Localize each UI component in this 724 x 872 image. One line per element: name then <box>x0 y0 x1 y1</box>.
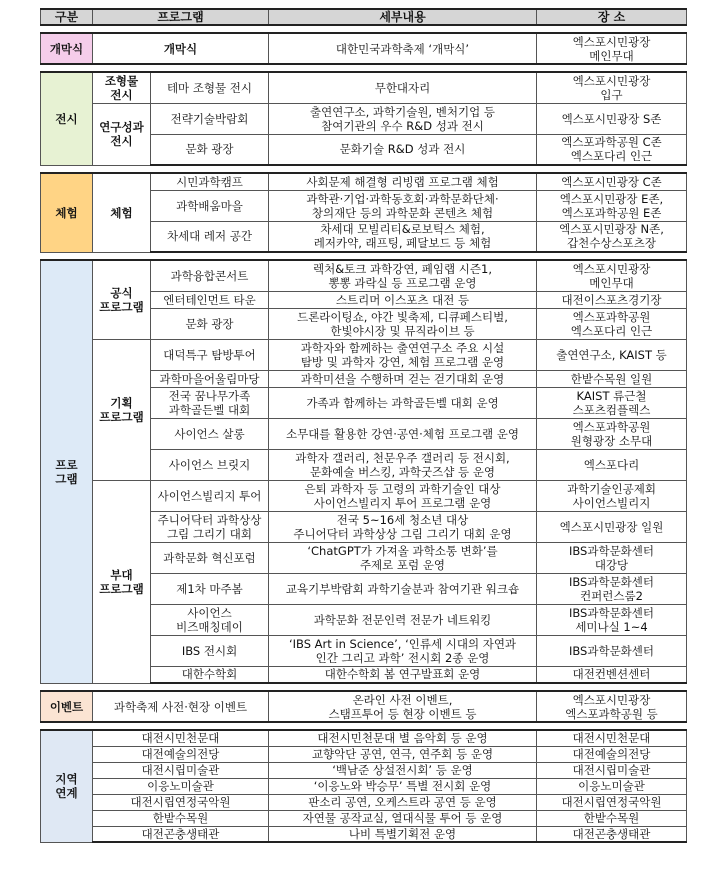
detail-cell: 출연연구소, 과학기술원, 벤처기업 등 참여기관의 우수 R&D 성과 전시 <box>269 103 537 134</box>
program-name: IBS 전시회 <box>151 635 269 666</box>
detail-cell: 사회문제 해결형 리빙랩 프로그램 체험 <box>269 173 537 190</box>
program-name: 시민과학캠프 <box>151 173 269 190</box>
detail-cell: 과학관·기업·과학동호회·과학문화단체· 창의재단 등의 과학문화 콘텐츠 체험 <box>269 190 537 221</box>
program-name: 대덕특구 탐방투어 <box>151 339 269 370</box>
place-cell: 엑스포시민광장 엑스포과학공원 등 <box>537 691 687 722</box>
table-row <box>41 691 687 722</box>
table-row <box>41 762 687 778</box>
subcategory-official: 공식 프로그램 <box>93 260 151 339</box>
table-row <box>41 730 687 746</box>
program-name: 문화 광장 <box>151 134 269 165</box>
place-cell: 엑스포과학공원 C존 엑스포다리 인근 <box>537 134 687 165</box>
detail-cell: ‘이응노와 박승무’ 특별 전시회 운영 <box>269 778 537 794</box>
place-cell: 엑스포과학공원 엑스포다리 인근 <box>537 308 687 339</box>
place-cell: 출연연구소, KAIST 등 <box>537 339 687 370</box>
subcategory-experience: 체험 <box>93 173 151 252</box>
detail-cell: ‘백남준 상설전시회’ 등 운영 <box>269 762 537 778</box>
program-name: 대전시립미술관 <box>93 762 269 778</box>
program-name: 사이언스 브릿지 <box>151 449 269 480</box>
category-program: 프로 그램 <box>41 260 93 683</box>
program-name: 과학마을어울림마당 <box>151 370 269 387</box>
header-program: 프로그램 <box>93 9 269 25</box>
place-cell: IBS과학문화센터 <box>537 635 687 666</box>
program-name: 사이언스빌리지 투어 <box>151 480 269 511</box>
category-experience: 체험 <box>41 173 93 252</box>
category-opening: 개막식 <box>41 33 93 64</box>
category-event: 이벤트 <box>41 691 93 722</box>
detail-cell: 과학문화 전문인력 전문가 네트워킹 <box>269 604 537 635</box>
table-row <box>41 339 687 370</box>
detail-cell: 온라인 사전 이벤트, 스탬프투어 등 현장 이벤트 등 <box>269 691 537 722</box>
table-row <box>41 173 687 190</box>
detail-cell: 은퇴 과학자 등 고령의 과학기술인 대상 사이언스빌리지 투어 프로그램 운영 <box>269 480 537 511</box>
place-cell: 과학기술인공제회 사이언스빌리지 <box>537 480 687 511</box>
detail-cell: 나비 특별기획전 운영 <box>269 826 537 842</box>
place-cell: 엑스포시민광장 E존, 엑스포과학공원 E존 <box>537 190 687 221</box>
detail-cell: 가족과 함께하는 과학골든벨 대회 운영 <box>269 387 537 418</box>
place-cell: 엑스포시민광장 메인무대 <box>537 33 687 64</box>
detail-cell: 스트리머 이스포츠 대전 등 <box>269 291 537 308</box>
detail-cell: 소무대를 활용한 강연·공연·체험 프로그램 운영 <box>269 418 537 449</box>
detail-cell: 차세대 모빌리티&로보틱스 체험, 레저카약, 래프팅, 페달보드 등 체험 <box>269 221 537 252</box>
place-cell: 엑스포시민광장 N존, 갑천수상스포츠장 <box>537 221 687 252</box>
header-category: 구분 <box>41 9 93 25</box>
detail-cell: 문화기술 R&D 성과 전시 <box>269 134 537 165</box>
place-cell: 대전예술의전당 <box>537 746 687 762</box>
program-name: 사이언스 비즈매칭데이 <box>151 604 269 635</box>
place-cell: 대전시립미술관 <box>537 762 687 778</box>
table-row <box>41 746 687 762</box>
detail-cell: 대전시민천문대 별 음악회 등 운영 <box>269 730 537 746</box>
program-table <box>40 8 687 843</box>
table-row <box>41 103 687 134</box>
program-name: 과학융합콘서트 <box>151 260 269 291</box>
place-cell: 엑스포시민광장 입구 <box>537 72 687 103</box>
program-name: 주니어닥터 과학상상 그림 그리기 대회 <box>151 511 269 542</box>
place-cell: 엑스포시민광장 S존 <box>537 103 687 134</box>
program-name: 차세대 레저 공간 <box>151 221 269 252</box>
program-name: 대전시립연정국악원 <box>93 794 269 810</box>
place-cell: 대전컨벤션센터 <box>537 666 687 683</box>
place-cell: IBS과학문화센터 대강당 <box>537 542 687 573</box>
program-name: 개막식 <box>93 33 269 64</box>
table-row <box>41 480 687 511</box>
detail-cell: 전국 5~16세 청소년 대상 주니어닥터 과학상상 그림 그리기 대회 운영 <box>269 511 537 542</box>
program-name: 대한수학회 <box>151 666 269 683</box>
subcategory-side: 부대 프로그램 <box>93 480 151 683</box>
subcategory-planned: 기획 프로그램 <box>93 339 151 480</box>
category-exhibition: 전시 <box>41 72 93 165</box>
place-cell: 엑스포과학공원 원형광장 소무대 <box>537 418 687 449</box>
detail-cell: 교육기부박람회 과학기술분과 참여기관 워크숍 <box>269 573 537 604</box>
program-name: 문화 광장 <box>151 308 269 339</box>
program-name: 사이언스 살롱 <box>151 418 269 449</box>
detail-cell: 과학자와 함께하는 출연연구소 주요 시설 탐방 및 과학자 강연, 체험 프로그램 운영 <box>269 339 537 370</box>
table-row <box>41 826 687 842</box>
place-cell: 한밭수목원 <box>537 810 687 826</box>
program-name: 과학축제 사전·현장 이벤트 <box>93 691 269 722</box>
detail-cell: 과학자 갤러리, 천문우주 갤러리 등 전시회, 문화예술 버스킹, 과학굿즈샵 등 운영 <box>269 449 537 480</box>
header-place: 장 소 <box>537 9 687 25</box>
detail-cell: 판소리 공연, 오케스트라 공연 등 운영 <box>269 794 537 810</box>
program-name: 전국 꿈나무가족 과학골든벨 대회 <box>151 387 269 418</box>
detail-cell: 무한대자리 <box>269 72 537 103</box>
program-name: 과학배움마을 <box>151 190 269 221</box>
program-name: 대전곤충생태관 <box>93 826 269 842</box>
table-row <box>41 260 687 291</box>
table-row <box>41 72 687 103</box>
place-cell: IBS과학문화센터 컨퍼런스룸2 <box>537 573 687 604</box>
place-cell: KAIST 류근철 스포츠컴플렉스 <box>537 387 687 418</box>
subcategory-sculpture: 조형물 전시 <box>93 72 151 103</box>
subcategory-research: 연구성과 전시 <box>93 103 151 165</box>
program-name: 과학문화 혁신포럼 <box>151 542 269 573</box>
program-name: 대전시민천문대 <box>93 730 269 746</box>
detail-cell: ‘ChatGPT가 가져올 과학소통 변화’를 주제로 포럼 운영 <box>269 542 537 573</box>
program-name: 전략기술박람회 <box>151 103 269 134</box>
place-cell: 대전곤충생태관 <box>537 826 687 842</box>
detail-cell: 과학미션을 수행하며 걷는 걷기대회 운영 <box>269 370 537 387</box>
place-cell: 엑스포시민광장 C존 <box>537 173 687 190</box>
place-cell: IBS과학문화센터 세미나실 1~4 <box>537 604 687 635</box>
program-name: 한밭수목원 <box>93 810 269 826</box>
detail-cell: 자연물 공작교실, 열대식물 투어 등 운영 <box>269 810 537 826</box>
detail-cell: 드론라이팅쇼, 야간 빛축제, 디큐페스티벌, 한빛야시장 및 뮤직라이브 등 <box>269 308 537 339</box>
table-row <box>41 794 687 810</box>
place-cell: 대전시립연정국악원 <box>537 794 687 810</box>
table-row <box>41 33 687 64</box>
program-name: 엔터테인먼트 타운 <box>151 291 269 308</box>
detail-cell: 대한민국과학축제 ‘개막식’ <box>269 33 537 64</box>
program-name: 대전예술의전당 <box>93 746 269 762</box>
table-row <box>41 778 687 794</box>
place-cell: 이응노미술관 <box>537 778 687 794</box>
place-cell: 엑스포시민광장 일원 <box>537 511 687 542</box>
header-detail: 세부내용 <box>269 9 537 25</box>
place-cell: 한밭수목원 일원 <box>537 370 687 387</box>
detail-cell: 교향악단 공연, 연극, 연주회 등 운영 <box>269 746 537 762</box>
place-cell: 대전시민천문대 <box>537 730 687 746</box>
program-name: 테마 조형물 전시 <box>151 72 269 103</box>
program-name: 제1차 마주봄 <box>151 573 269 604</box>
table-row <box>41 810 687 826</box>
detail-cell: 대한수학회 봄 연구발표회 운영 <box>269 666 537 683</box>
detail-cell: 렉처&토크 과학강연, 페임랩 시즌1, 뽕뽕 과락실 등 프로그램 운영 <box>269 260 537 291</box>
detail-cell: ‘IBS Art in Science’, ‘인류세 시대의 자연과 인간 그리고 과학’ 전시회 2종 운영 <box>269 635 537 666</box>
place-cell: 엑스포다리 <box>537 449 687 480</box>
place-cell: 대전이스포츠경기장 <box>537 291 687 308</box>
category-regional: 지역 연계 <box>41 730 93 842</box>
program-name: 이응노미술관 <box>93 778 269 794</box>
place-cell: 엑스포시민광장 메인무대 <box>537 260 687 291</box>
